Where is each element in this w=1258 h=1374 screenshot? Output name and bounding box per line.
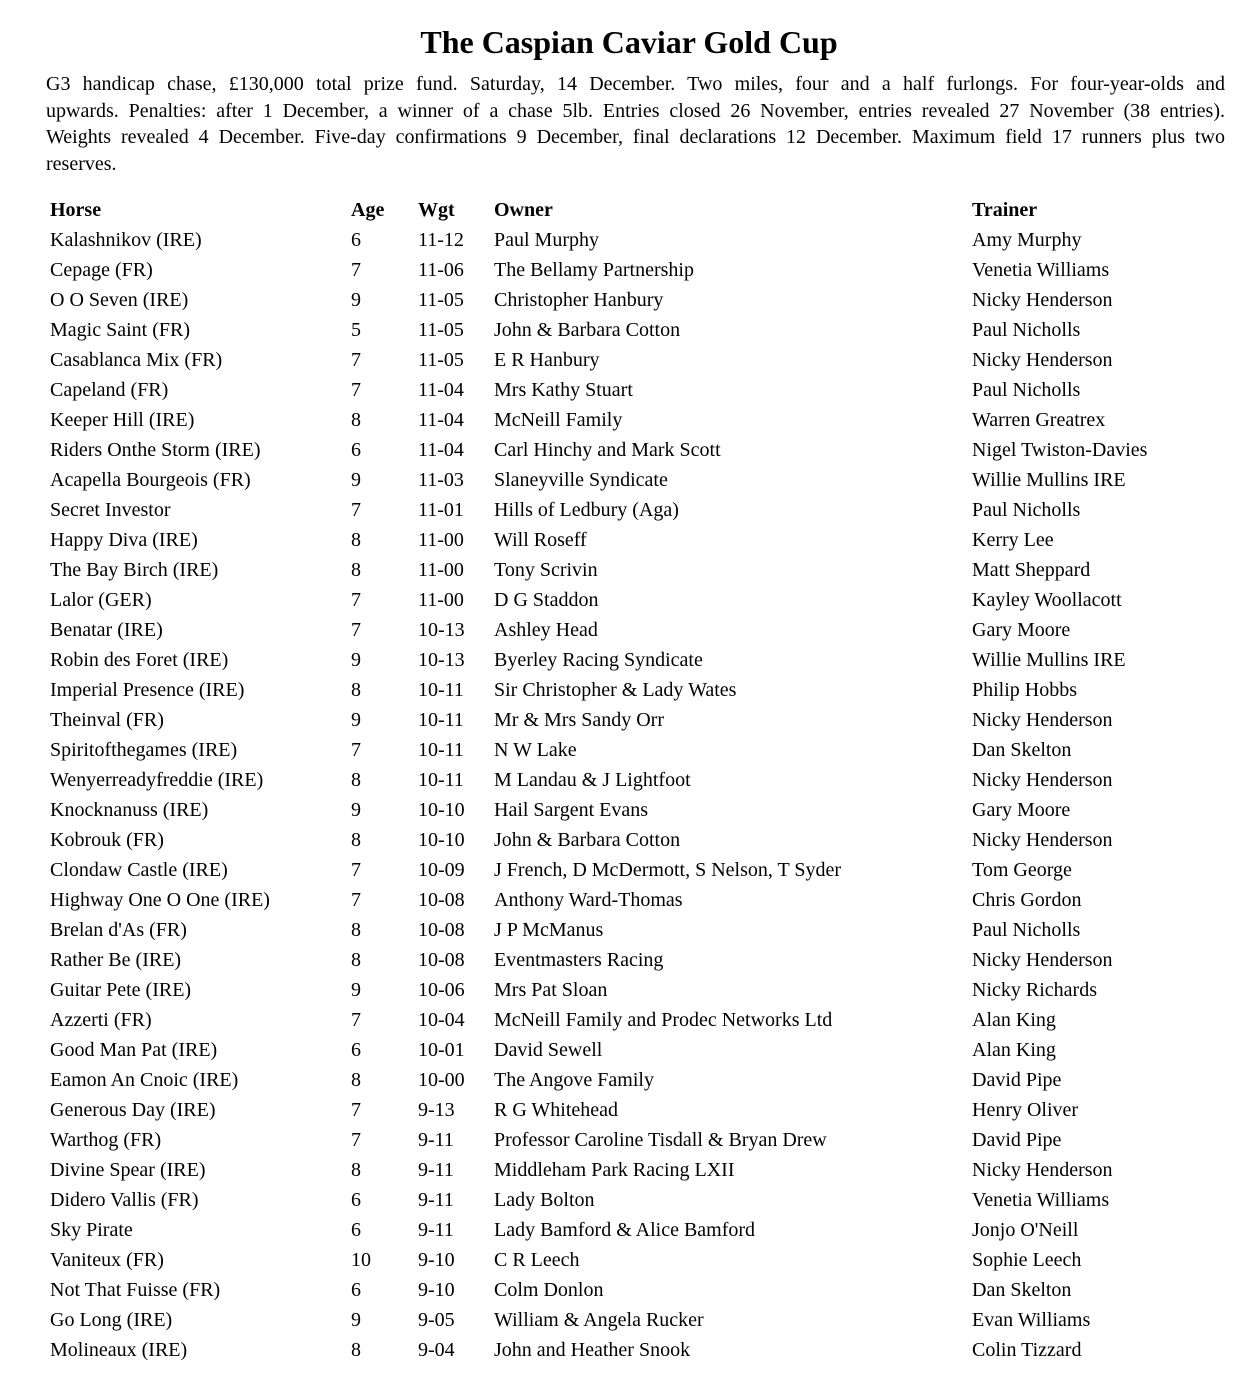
- horse-cell: Good Man Pat (IRE): [50, 1039, 218, 1061]
- owner-cell: Middleham Park Racing LXII: [494, 1159, 735, 1181]
- horse-cell: Secret Investor: [50, 499, 171, 521]
- owner-cell: Mrs Pat Sloan: [494, 979, 608, 1001]
- horse-cell: Rather Be (IRE): [50, 949, 182, 971]
- owner-cell: Professor Caroline Tisdall & Bryan Drew: [494, 1129, 827, 1151]
- trainer-cell: David Pipe: [972, 1069, 1062, 1091]
- trainer-cell: Paul Nicholls: [972, 379, 1081, 401]
- wgt-cell: 11-12: [418, 229, 464, 251]
- owner-cell: John & Barbara Cotton: [494, 829, 681, 851]
- horse-cell: Kobrouk (FR): [50, 829, 164, 851]
- age-cell: 8: [351, 679, 361, 701]
- table-row: [50, 735, 1224, 765]
- wgt-cell: 10-10: [418, 829, 465, 851]
- horse-cell: Lalor (GER): [50, 589, 152, 611]
- owner-cell: Colm Donlon: [494, 1279, 604, 1301]
- race-conditions-line: reserves.: [46, 152, 117, 175]
- wgt-cell: 11-01: [418, 499, 464, 521]
- owner-cell: William & Angela Rucker: [494, 1309, 704, 1331]
- owner-cell: Slaneyville Syndicate: [494, 469, 668, 491]
- age-cell: 6: [351, 1219, 361, 1241]
- horse-cell: Happy Diva (IRE): [50, 529, 198, 551]
- trainer-cell: Nicky Henderson: [972, 949, 1113, 971]
- horse-cell: Cepage (FR): [50, 259, 153, 281]
- owner-cell: Lady Bamford & Alice Bamford: [494, 1219, 756, 1241]
- age-cell: 8: [351, 1339, 361, 1361]
- horse-cell: Guitar Pete (IRE): [50, 979, 192, 1001]
- table-row: [50, 435, 1224, 465]
- owner-cell: M Landau & J Lightfoot: [494, 769, 691, 791]
- trainer-cell: Nicky Richards: [972, 979, 1097, 1001]
- wgt-cell: 9-11: [418, 1189, 454, 1211]
- table-row: [50, 1005, 1224, 1035]
- table-row: [50, 795, 1224, 825]
- horse-cell: Casablanca Mix (FR): [50, 349, 223, 371]
- wgt-cell: 11-05: [418, 289, 464, 311]
- age-cell: 8: [351, 1159, 361, 1181]
- trainer-cell: Evan Williams: [972, 1309, 1091, 1331]
- age-cell: 7: [351, 589, 361, 611]
- wgt-cell: 9-11: [418, 1219, 454, 1241]
- table-row: [50, 1125, 1224, 1155]
- wgt-cell: 9-04: [418, 1339, 455, 1361]
- table-row: [50, 345, 1224, 375]
- owner-cell: J French, D McDermott, S Nelson, T Syder: [494, 859, 842, 881]
- wgt-cell: 11-03: [418, 469, 464, 491]
- trainer-cell: Henry Oliver: [972, 1099, 1079, 1121]
- trainer-cell: Nicky Henderson: [972, 289, 1113, 311]
- horse-cell: Divine Spear (IRE): [50, 1159, 206, 1181]
- wgt-cell: 11-00: [418, 529, 464, 551]
- trainer-cell: Venetia Williams: [972, 1189, 1110, 1211]
- trainer-cell: Paul Nicholls: [972, 499, 1081, 521]
- owner-cell: The Angove Family: [494, 1069, 654, 1091]
- horse-cell: Sky Pirate: [50, 1219, 133, 1241]
- horse-cell: Go Long (IRE): [50, 1309, 173, 1331]
- age-cell: 9: [351, 1309, 361, 1331]
- trainer-cell: Gary Moore: [972, 619, 1071, 641]
- horse-cell: Magic Saint (FR): [50, 319, 190, 341]
- age-cell: 8: [351, 529, 361, 551]
- trainer-cell: Warren Greatrex: [972, 409, 1106, 431]
- horse-cell: Robin des Foret (IRE): [50, 649, 229, 671]
- owner-cell: Tony Scrivin: [494, 559, 598, 581]
- horse-cell: Molineaux (IRE): [50, 1339, 188, 1361]
- trainer-cell: Chris Gordon: [972, 889, 1082, 911]
- age-cell: 8: [351, 1069, 361, 1091]
- race-conditions-line: Weights revealed 4 December. Five-day confirmations 9 December, final declarations 12 December. Maximum field 17 runners plus two: [46, 126, 1225, 148]
- age-cell: 7: [351, 1129, 361, 1151]
- age-cell: 7: [351, 499, 361, 521]
- wgt-cell: 10-13: [418, 619, 465, 641]
- table-row: [50, 615, 1224, 645]
- age-cell: 7: [351, 379, 361, 401]
- table-row: [50, 705, 1224, 735]
- trainer-cell: Venetia Williams: [972, 259, 1110, 281]
- table-row: [50, 675, 1224, 705]
- owner-cell: Sir Christopher & Lady Wates: [494, 679, 737, 701]
- trainer-cell: Nicky Henderson: [972, 349, 1113, 371]
- horse-cell: The Bay Birch (IRE): [50, 559, 219, 581]
- table-row: [50, 1335, 1224, 1365]
- owner-cell: Anthony Ward-Thomas: [494, 889, 683, 911]
- table-row: [50, 375, 1224, 405]
- owner-cell: The Bellamy Partnership: [494, 259, 694, 281]
- wgt-cell: 10-01: [418, 1039, 465, 1061]
- trainer-cell: Amy Murphy: [972, 229, 1082, 251]
- table-row: [50, 525, 1224, 555]
- owner-cell: Carl Hinchy and Mark Scott: [494, 439, 721, 461]
- age-cell: 9: [351, 469, 361, 491]
- age-cell: 8: [351, 949, 361, 971]
- horse-cell: Capeland (FR): [50, 379, 169, 401]
- age-cell: 7: [351, 1009, 361, 1031]
- age-cell: 6: [351, 1189, 361, 1211]
- table-row: [50, 1065, 1224, 1095]
- horse-cell: Theinval (FR): [50, 709, 164, 731]
- trainer-cell: Willie Mullins IRE: [972, 649, 1126, 671]
- owner-cell: R G Whitehead: [494, 1099, 619, 1121]
- wgt-cell: 11-04: [418, 409, 464, 431]
- trainer-cell: Nicky Henderson: [972, 1159, 1113, 1181]
- column-header-wgt: Wgt: [418, 199, 455, 221]
- horse-cell: Highway One O One (IRE): [50, 889, 270, 911]
- trainer-cell: Tom George: [972, 859, 1072, 881]
- owner-cell: Byerley Racing Syndicate: [494, 649, 703, 671]
- table-row: [50, 1305, 1224, 1335]
- owner-cell: Eventmasters Racing: [494, 949, 664, 971]
- table-row: [50, 495, 1224, 525]
- table-row: [50, 945, 1224, 975]
- table-row: [50, 1035, 1224, 1065]
- age-cell: 7: [351, 859, 361, 881]
- age-cell: 6: [351, 229, 361, 251]
- age-cell: 7: [351, 889, 361, 911]
- age-cell: 8: [351, 829, 361, 851]
- trainer-cell: Nigel Twiston-Davies: [972, 439, 1148, 461]
- wgt-cell: 10-11: [418, 709, 464, 731]
- horse-cell: Benatar (IRE): [50, 619, 163, 641]
- table-row: [50, 1185, 1224, 1215]
- table-row: [50, 825, 1224, 855]
- page-title: The Caspian Caviar Gold Cup: [420, 24, 838, 60]
- wgt-cell: 10-04: [418, 1009, 465, 1031]
- trainer-cell: Paul Nicholls: [972, 319, 1081, 341]
- age-cell: 7: [351, 739, 361, 761]
- table-row: [50, 915, 1224, 945]
- table-row: [50, 405, 1224, 435]
- trainer-cell: Matt Sheppard: [972, 559, 1091, 581]
- horse-cell: Vaniteux (FR): [50, 1249, 164, 1271]
- age-cell: 9: [351, 709, 361, 731]
- trainer-cell: Paul Nicholls: [972, 919, 1081, 941]
- table-row: [50, 285, 1224, 315]
- horse-cell: Warthog (FR): [50, 1129, 162, 1151]
- owner-cell: Mr & Mrs Sandy Orr: [494, 709, 664, 731]
- age-cell: 5: [351, 319, 361, 341]
- column-header-owner: Owner: [494, 199, 553, 221]
- wgt-cell: 11-05: [418, 349, 464, 371]
- trainer-cell: Colin Tizzard: [972, 1339, 1082, 1361]
- horse-cell: Didero Vallis (FR): [50, 1189, 199, 1211]
- wgt-cell: 11-04: [418, 439, 464, 461]
- owner-cell: Lady Bolton: [494, 1189, 595, 1211]
- table-row: [50, 765, 1224, 795]
- horse-cell: O O Seven (IRE): [50, 289, 189, 311]
- table-row: [50, 555, 1224, 585]
- owner-cell: D G Staddon: [494, 589, 599, 611]
- age-cell: 7: [351, 349, 361, 371]
- table-row: [50, 585, 1224, 615]
- wgt-cell: 10-11: [418, 679, 464, 701]
- owner-cell: Ashley Head: [494, 619, 598, 641]
- owner-cell: Will Roseff: [494, 529, 587, 551]
- trainer-cell: Jonjo O'Neill: [972, 1219, 1079, 1241]
- wgt-cell: 11-06: [418, 259, 464, 281]
- age-cell: 8: [351, 559, 361, 581]
- table-row: [50, 975, 1224, 1005]
- owner-cell: C R Leech: [494, 1249, 580, 1271]
- owner-cell: David Sewell: [494, 1039, 603, 1061]
- column-header-horse: Horse: [50, 199, 102, 221]
- table-row: [50, 255, 1224, 285]
- age-cell: 8: [351, 769, 361, 791]
- age-cell: 7: [351, 1099, 361, 1121]
- age-cell: 6: [351, 1039, 361, 1061]
- trainer-cell: Philip Hobbs: [972, 679, 1078, 701]
- table-row: [50, 1245, 1224, 1275]
- age-cell: 7: [351, 619, 361, 641]
- owner-cell: Mrs Kathy Stuart: [494, 379, 633, 401]
- owner-cell: John & Barbara Cotton: [494, 319, 681, 341]
- wgt-cell: 9-11: [418, 1159, 454, 1181]
- trainer-cell: Dan Skelton: [972, 739, 1072, 761]
- race-conditions-line: upwards. Penalties: after 1 December, a winner of a chase 5lb. Entries closed 26 November, entries revealed 27 November (38 entries).: [46, 99, 1225, 122]
- wgt-cell: 9-10: [418, 1249, 455, 1271]
- wgt-cell: 9-11: [418, 1129, 454, 1151]
- entries-table-body: [50, 225, 1224, 1365]
- entries-table-header: [50, 195, 1224, 225]
- horse-cell: Kalashnikov (IRE): [50, 229, 202, 251]
- age-cell: 9: [351, 649, 361, 671]
- trainer-cell: Nicky Henderson: [972, 769, 1113, 791]
- race-conditions-line: G3 handicap chase, £130,000 total prize fund. Saturday, 14 December. Two miles, four and a half furlongs. For four-year-olds and: [46, 73, 1225, 95]
- race-conditions: [46, 71, 1225, 177]
- age-cell: 6: [351, 439, 361, 461]
- wgt-cell: 10-08: [418, 919, 465, 941]
- trainer-cell: Kerry Lee: [972, 529, 1054, 551]
- owner-cell: McNeill Family and Prodec Networks Ltd: [494, 1009, 833, 1031]
- horse-cell: Spiritofthegames (IRE): [50, 739, 238, 761]
- owner-cell: Christopher Hanbury: [494, 289, 664, 311]
- trainer-cell: Sophie Leech: [972, 1249, 1082, 1271]
- trainer-cell: Willie Mullins IRE: [972, 469, 1126, 491]
- horse-cell: Keeper Hill (IRE): [50, 409, 195, 431]
- horse-cell: Acapella Bourgeois (FR): [50, 469, 251, 491]
- wgt-cell: 10-13: [418, 649, 465, 671]
- owner-cell: McNeill Family: [494, 409, 623, 431]
- wgt-cell: 11-04: [418, 379, 464, 401]
- wgt-cell: 10-10: [418, 799, 465, 821]
- age-cell: 9: [351, 289, 361, 311]
- horse-cell: Imperial Presence (IRE): [50, 679, 245, 701]
- horse-cell: Wenyerreadyfreddie (IRE): [50, 769, 264, 791]
- column-header-age: Age: [351, 199, 385, 221]
- wgt-cell: 11-00: [418, 559, 464, 581]
- horse-cell: Generous Day (IRE): [50, 1099, 216, 1121]
- table-row: [50, 1275, 1224, 1305]
- horse-cell: Clondaw Castle (IRE): [50, 859, 228, 881]
- table-row: [50, 1155, 1224, 1185]
- trainer-cell: Gary Moore: [972, 799, 1071, 821]
- wgt-cell: 10-11: [418, 739, 464, 761]
- trainer-cell: Alan King: [972, 1009, 1056, 1031]
- owner-cell: E R Hanbury: [494, 349, 600, 371]
- wgt-cell: 11-05: [418, 319, 464, 341]
- table-row: [50, 1095, 1224, 1125]
- wgt-cell: 10-11: [418, 769, 464, 791]
- table-row: [50, 855, 1224, 885]
- wgt-cell: 9-13: [418, 1099, 455, 1121]
- column-header-trainer: Trainer: [972, 199, 1038, 221]
- trainer-cell: Dan Skelton: [972, 1279, 1072, 1301]
- trainer-cell: Nicky Henderson: [972, 829, 1113, 851]
- wgt-cell: 10-09: [418, 859, 465, 881]
- age-cell: 7: [351, 259, 361, 281]
- owner-cell: Hills of Ledbury (Aga): [494, 499, 679, 521]
- table-row: [50, 885, 1224, 915]
- owner-cell: Hail Sargent Evans: [494, 799, 649, 821]
- trainer-cell: Nicky Henderson: [972, 709, 1113, 731]
- age-cell: 10: [351, 1249, 371, 1271]
- age-cell: 6: [351, 1279, 361, 1301]
- horse-cell: Brelan d'As (FR): [50, 919, 187, 941]
- wgt-cell: 10-08: [418, 949, 465, 971]
- table-row: [50, 465, 1224, 495]
- wgt-cell: 10-08: [418, 889, 465, 911]
- trainer-cell: Kayley Woollacott: [972, 589, 1122, 611]
- table-row: [50, 225, 1224, 255]
- owner-cell: Paul Murphy: [494, 229, 599, 251]
- wgt-cell: 10-06: [418, 979, 465, 1001]
- wgt-cell: 11-00: [418, 589, 464, 611]
- horse-cell: Azzerti (FR): [50, 1009, 152, 1031]
- age-cell: 8: [351, 919, 361, 941]
- age-cell: 8: [351, 409, 361, 431]
- wgt-cell: 9-10: [418, 1279, 455, 1301]
- trainer-cell: Alan King: [972, 1039, 1056, 1061]
- table-row: [50, 315, 1224, 345]
- horse-cell: Eamon An Cnoic (IRE): [50, 1069, 239, 1091]
- horse-cell: Riders Onthe Storm (IRE): [50, 439, 261, 461]
- owner-cell: N W Lake: [494, 739, 577, 761]
- trainer-cell: David Pipe: [972, 1129, 1062, 1151]
- owner-cell: John and Heather Snook: [494, 1339, 691, 1361]
- wgt-cell: 9-05: [418, 1309, 455, 1331]
- age-cell: 9: [351, 979, 361, 1001]
- wgt-cell: 10-00: [418, 1069, 465, 1091]
- owner-cell: J P McManus: [494, 919, 604, 941]
- horse-cell: Knocknanuss (IRE): [50, 799, 209, 821]
- horse-cell: Not That Fuisse (FR): [50, 1279, 221, 1301]
- age-cell: 9: [351, 799, 361, 821]
- table-row: [50, 645, 1224, 675]
- entries-table: [50, 195, 1224, 1365]
- table-row: [50, 1215, 1224, 1245]
